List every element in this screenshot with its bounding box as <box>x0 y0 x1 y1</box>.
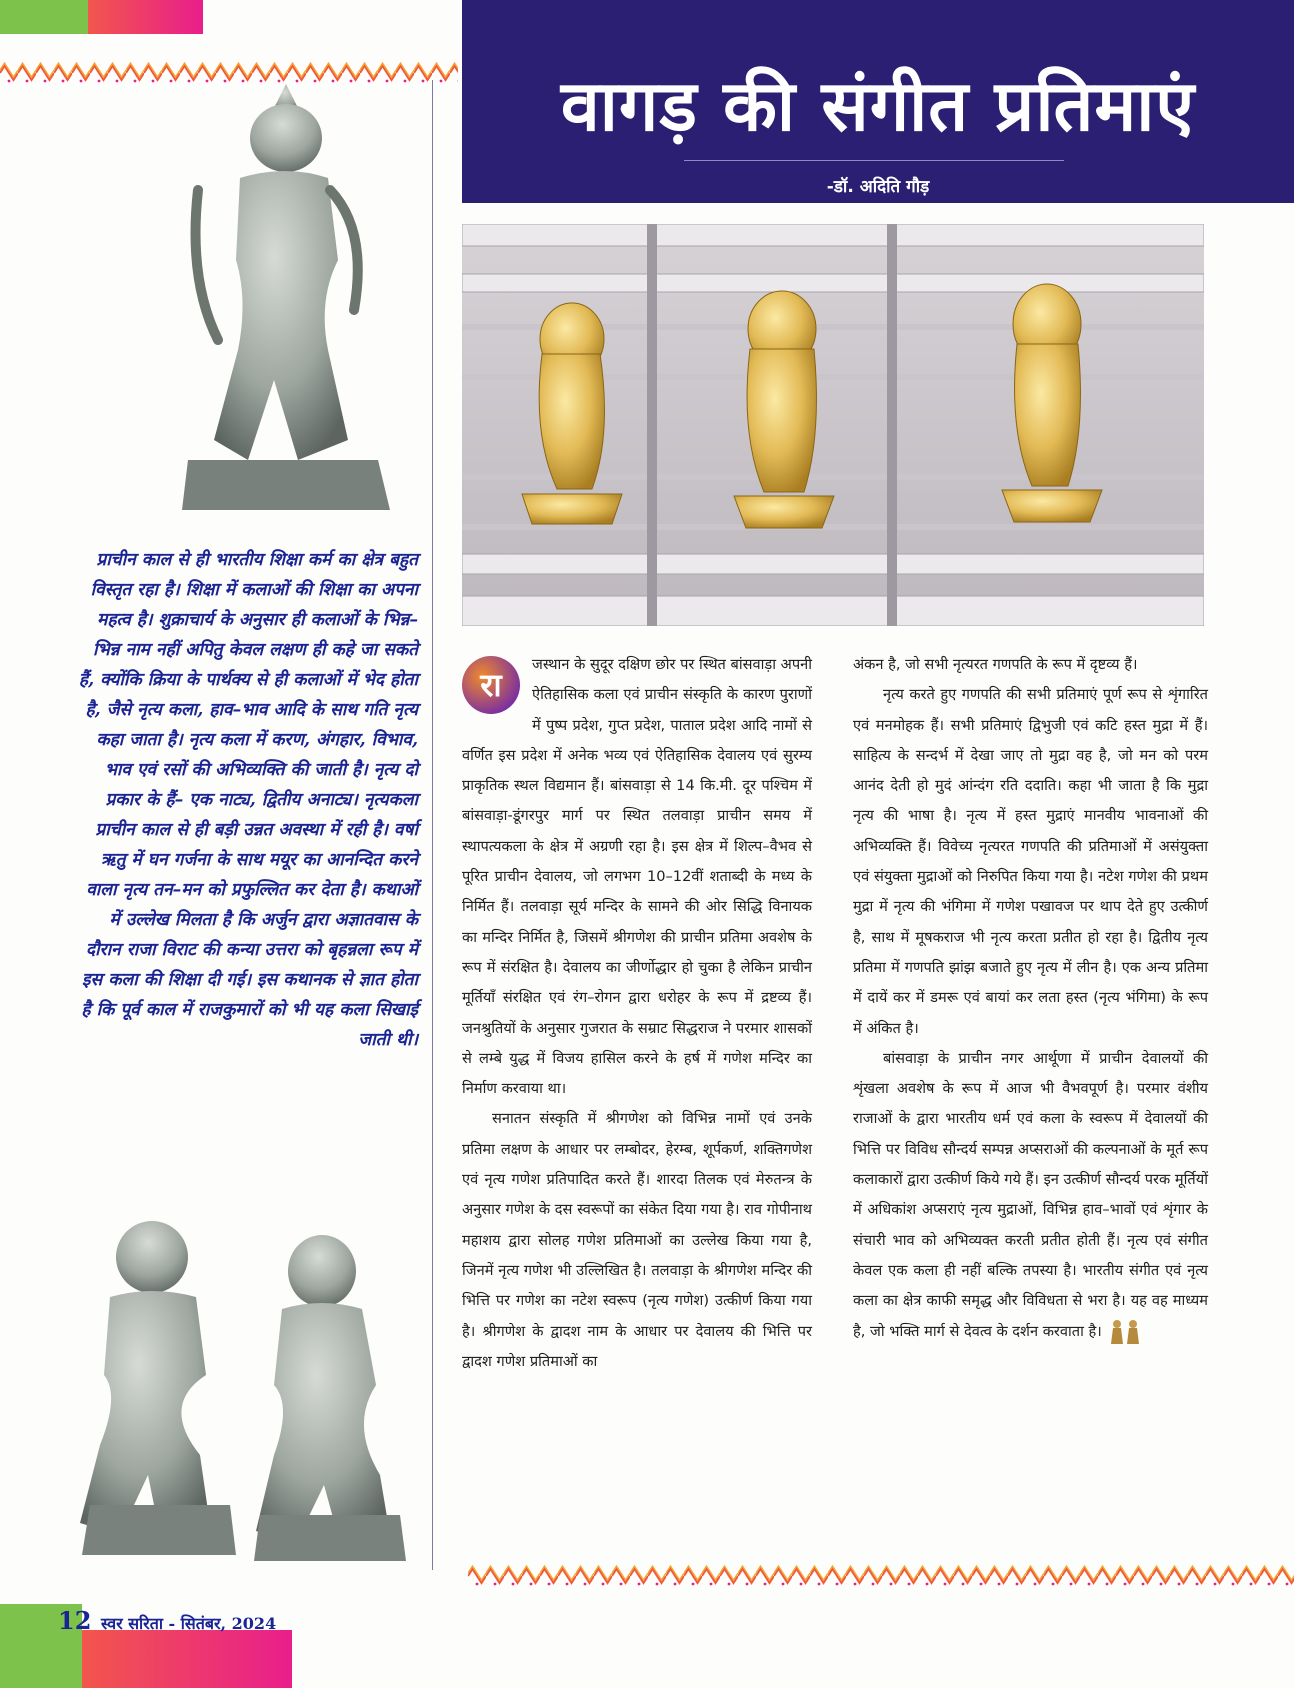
intro-paragraph: प्राचीन काल से ही भारतीय शिक्षा कर्म का क्षेत्र बहुत विस्तृत रहा है। शिक्षा में कलाओं की शिक्षा का अपना महत्व है। शुक्राचार्य के अनुसार ही कलाओं के भिन्न–भिन्न नाम नहीं अपितु केवल लक्षण ही कहे जा सकते हैं, क्योंकि क्रिया के पार्थक्य से ही कलाओं में भेद होता है, जैसे नृत्य कला, हाव–भाव आदि के साथ गति नृत्य कहा जाता है। नृत्य कला में करण, अंगहार, विभाव, भाव एवं रसों की अभिव्यक्ति की जाती है। नृत्य दो प्रकार के हैं– एक नाट्य, द्वितीय अनाट्य। नृत्यकला प्राचीन काल से ही बड़ी उन्नत अवस्था में रही है। वर्षा ऋतु में घन गर्जना के साथ मयूर का आनन्दित करने वाला नृत्य तन–मन को प्रफुल्लित कर देता है। कथाओं में उल्लेख मिलता है कि अर्जुन द्वारा अज्ञातवास के दौरान राजा विराट की कन्या उत्तरा को बृहन्नला रूप में इस कला की शिक्षा दी गई। इस कथानक से ज्ञात होता है कि पूर्व काल में राजकुमारों को भी यह कला सिखाई जाती थी। <box>78 550 418 1050</box>
temple-ganesha-photo <box>462 224 1204 626</box>
page-footer <box>58 1606 276 1635</box>
col2-paragraph-2: नृत्य करते हुए गणपति की सभी प्रतिमाएं पूर्ण रूप से शृंगारित एवं मनमोहक हैं। सभी प्रतिमाएं द्विभुजी एवं कटि हस्त मुद्रा में हैं। साहित्य के सन्दर्भ में देखा जाए तो मुद्रा वह है, जो मन को परम आनंद देती हो मुदं आंन्दंग रति ददाति। कहा भी जाता है कि मुद्रा नृत्य की भाषा है। नृत्य में हस्त मुद्राएं मानवीय भावनाओं की अभिव्यक्ति हैं। विवेच्य नृत्यरत गणपति की प्रतिमाओं में असंयुक्ता एवं संयुक्ता मुद्राओं को निरुपित किया गया है। नटेश गणेश की प्रथम मुद्रा में नृत्य की भंगिमा में गणेश पखावज पर थाप देते हुए उत्कीर्ण है, साथ में मूषकराज भी नृत्य करता प्रतीत हो रहा है। द्वितीय नृत्य प्रतिमा में गणपति झांझ बजाते हुए नृत्य में लीन है। एक अन्य प्रतिमा में दायें कर में डमरू एवं बायां कर लता हस्त (नृत्य भंगिमा) के रूप में अंकित है। <box>853 686 1208 1037</box>
magazine-issue: स्वर सरिता - सितंबर, 2024 <box>100 1614 277 1633</box>
col2-paragraph-3-text: बांसवाड़ा के प्राचीन नगर आर्थूणा में प्राचीन देवालयों की शृंखला अवशेष के रूप में आज भी वैभवपूर्ण है। परमार वंशीय राजाओं के द्वारा भारतीय धर्म एवं कला के स्वरूप में देवालयों की भित्ति पर विविध सौन्दर्य सम्पन्न अप्सराओं की कल्पनाओं के मूर्त रूप कलाकारों द्वारा उत्कीर्ण किये गये हैं। इन उत्कीर्ण सौन्दर्य परक मूर्तियों में अधिकांश अप्सराएं नृत्य मुद्राओं, विभिन्न हाव–भावों एवं शृंगार के संचारी भाव को अभिव्यक्त करती प्रतीत होती हैं। नृत्य एवं संगीत केवल एक कला ही नहीं बल्कि तपस्या है। भारतीय संगीत एवं नृत्य कला का क्षेत्र काफी समृद्ध और विविधता से भरा है। यह वह माध्यम है, जो भक्ति मार्ग से देवत्व के दर्शन करवाता है। <box>853 1049 1208 1340</box>
author-byline: -डॉ. अदिति गौड़ <box>826 177 930 197</box>
article-column-1 <box>462 650 812 1377</box>
col2-paragraph-1: अंकन है, जो सभी नृत्यरत गणपति के रूप में दृष्टव्य हैं। <box>853 656 1138 673</box>
article-title: वागड़ की संगीत प्रतिमाएं <box>560 65 1196 147</box>
footer-accent-pink <box>82 1630 292 1688</box>
dancing-sculpture-photo <box>178 80 396 522</box>
corner-accent-pink <box>88 0 203 34</box>
decorative-border-bottom <box>468 1565 1294 1587</box>
article-column-2 <box>853 650 1208 1347</box>
corner-accent-green <box>0 0 88 34</box>
title-band <box>462 0 1294 203</box>
end-mark-icon <box>1108 1318 1142 1346</box>
dancing-pair-sculptures-photo <box>60 1205 440 1565</box>
col1-paragraph-1: जस्थान के सुदूर दक्षिण छोर पर स्थित बांसवाड़ा अपनी ऐतिहासिक कला एवं प्राचीन संस्कृति के कारण पुराणों में पुष्प प्रदेश, गुप्त प्रदेश, पाताल प्रदेश आदि नामों से वर्णित इस प्रदेश में अनेक भव्य एवं ऐतिहासिक देवालय एवं सुरम्य प्राकृतिक स्थल विद्यमान हैं। बांसवाड़ा से 14 कि.मी. दूर पश्चिम में बांसवाड़ा-डूंगरपुर मार्ग पर स्थित तलवाड़ा प्राचीन समय में स्थापत्यकला के क्षेत्र में अग्रणी रहा है। इस क्षेत्र में शिल्प–वैभव से पूरित प्राचीन देवालय, जो लगभग 10–12वीं शताब्दी के मध्य के निर्मित हैं। तलवाड़ा सूर्य मन्दिर के सामने की ओर सिद्धि विनायक का मन्दिर निर्मित है, जिसमें श्रीगणेश की प्राचीन प्रतिमा अवशेष के रूप में संरक्षित है। देवालय का जीर्णोद्धार हो चुका है लेकिन प्राचीन मूर्तियाँ संरक्षित एवं रंग–रोगन द्वारा धरोहर के रूप में द्रष्टव्य हैं। जनश्रुतियों के अनुसार गुजरात के सम्राट सिद्धराज ने परमार शासकों से लम्बे युद्ध में विजय हासिल करने के हर्ष में गणेश मन्दिर का निर्माण करवाया था। <box>462 656 812 1098</box>
col1-paragraph-2: सनातन संस्कृति में श्रीगणेश को विभिन्न नामों एवं उनके प्रतिमा लक्षण के आधार पर लम्बोदर, हेरम्ब, शूर्पकर्ण, शक्तिगणेश एवं नृत्य गणेश प्रतिपादित करते हैं। शारदा तिलक एवं मेरुतन्त्र के अनुसार गणेश के दस स्वरूपों का संकेत दिया गया है। राव गोपीनाथ महाशय द्वारा सोलह गणेश प्रतिमाओं का उल्लेख किया गया है, जिनमें नृत्य गणेश भी उल्लिखित है। तलवाड़ा के श्रीगणेश मन्दिर की भित्ति पर गणेश का नटेश स्वरूप (नृत्य गणेश) उत्कीर्ण किया गया है। श्रीगणेश के द्वादश नाम के आधार पर देवालय की भित्ति पर द्वादश गणेश प्रतिमाओं का <box>462 1110 812 1370</box>
page-number: 12 <box>58 1606 92 1635</box>
drop-cap: रा <box>462 656 520 714</box>
col2-paragraph-3 <box>853 1044 1208 1347</box>
title-divider <box>684 160 1064 161</box>
